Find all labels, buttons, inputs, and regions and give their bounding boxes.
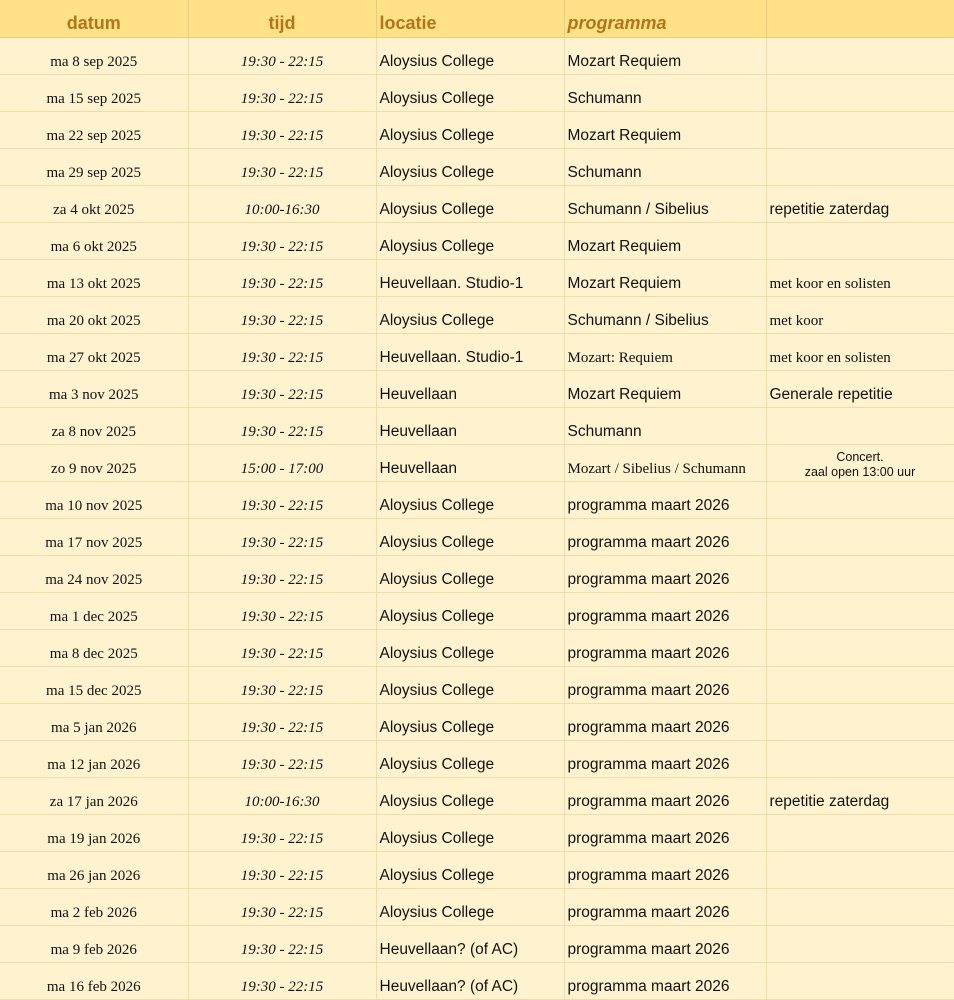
cell-programma[interactable]: programma maart 2026 <box>564 519 766 556</box>
cell-opmerking[interactable] <box>766 556 954 593</box>
cell-locatie[interactable]: Heuvellaan <box>376 445 564 482</box>
table-row <box>0 778 954 815</box>
cell-tijd[interactable]: 19:30 - 22:15 <box>188 334 376 371</box>
cell-programma[interactable]: Schumann <box>564 149 766 186</box>
cell-tijd[interactable]: 19:30 - 22:15 <box>188 371 376 408</box>
cell-datum[interactable]: ma 22 sep 2025 <box>0 112 188 149</box>
cell-datum[interactable]: ma 12 jan 2026 <box>0 741 188 778</box>
cell-opmerking[interactable] <box>766 223 954 260</box>
table-row <box>0 260 954 297</box>
cell-tijd[interactable]: 19:30 - 22:15 <box>188 556 376 593</box>
cell-opmerking[interactable] <box>766 704 954 741</box>
cell-programma[interactable]: programma maart 2026 <box>564 667 766 704</box>
cell-programma[interactable]: Mozart Requiem <box>564 38 766 75</box>
table-row <box>0 889 954 926</box>
cell-programma[interactable]: programma maart 2026 <box>564 556 766 593</box>
cell-datum[interactable]: ma 9 feb 2026 <box>0 926 188 963</box>
cell-locatie[interactable]: Aloysius College <box>376 112 564 149</box>
concert-note-line2: zaal open 13:00 uur <box>804 465 916 479</box>
table-row <box>0 519 954 556</box>
cell-locatie[interactable]: Heuvellaan? (of AC) <box>376 963 564 1000</box>
cell-datum[interactable]: za 8 nov 2025 <box>0 408 188 445</box>
cell-locatie[interactable]: Aloysius College <box>376 630 564 667</box>
cell-tijd[interactable]: 19:30 - 22:15 <box>188 926 376 963</box>
cell-opmerking[interactable]: repetitie zaterdag <box>766 778 954 815</box>
cell-programma[interactable]: programma maart 2026 <box>564 482 766 519</box>
cell-datum[interactable]: ma 10 nov 2025 <box>0 482 188 519</box>
cell-locatie[interactable]: Aloysius College <box>376 593 564 630</box>
cell-tijd[interactable]: 19:30 - 22:15 <box>188 667 376 704</box>
cell-locatie[interactable]: Aloysius College <box>376 741 564 778</box>
cell-datum[interactable]: ma 17 nov 2025 <box>0 519 188 556</box>
cell-programma[interactable]: programma maart 2026 <box>564 815 766 852</box>
cell-tijd[interactable]: 19:30 - 22:15 <box>188 852 376 889</box>
cell-tijd[interactable]: 19:30 - 22:15 <box>188 149 376 186</box>
cell-locatie[interactable]: Aloysius College <box>376 149 564 186</box>
cell-tijd[interactable]: 19:30 - 22:15 <box>188 963 376 1000</box>
cell-programma[interactable]: Mozart Requiem <box>564 260 766 297</box>
table-row <box>0 223 954 260</box>
cell-programma[interactable]: programma maart 2026 <box>564 778 766 815</box>
header-extra[interactable] <box>766 0 954 38</box>
cell-opmerking[interactable]: Generale repetitie <box>766 371 954 408</box>
cell-tijd[interactable]: 19:30 - 22:15 <box>188 889 376 926</box>
header-tijd[interactable]: tijd <box>188 0 376 38</box>
cell-opmerking[interactable] <box>766 926 954 963</box>
cell-opmerking[interactable] <box>766 963 954 1000</box>
cell-opmerking[interactable] <box>766 112 954 149</box>
cell-tijd[interactable]: 19:30 - 22:15 <box>188 482 376 519</box>
table-row <box>0 149 954 186</box>
cell-programma[interactable]: programma maart 2026 <box>564 889 766 926</box>
cell-opmerking[interactable] <box>766 75 954 112</box>
cell-opmerking[interactable] <box>766 630 954 667</box>
cell-locatie[interactable]: Aloysius College <box>376 297 564 334</box>
cell-opmerking[interactable] <box>766 593 954 630</box>
table-row <box>0 112 954 149</box>
cell-tijd[interactable]: 19:30 - 22:15 <box>188 75 376 112</box>
cell-opmerking[interactable] <box>766 408 954 445</box>
cell-datum[interactable]: ma 16 feb 2026 <box>0 963 188 1000</box>
table-row <box>0 667 954 704</box>
cell-datum[interactable]: ma 5 jan 2026 <box>0 704 188 741</box>
cell-programma[interactable]: programma maart 2026 <box>564 852 766 889</box>
cell-datum[interactable]: ma 6 okt 2025 <box>0 223 188 260</box>
cell-opmerking[interactable] <box>766 38 954 75</box>
header-programma[interactable]: programma <box>564 0 766 38</box>
cell-opmerking[interactable]: met koor en solisten <box>766 260 954 297</box>
cell-tijd[interactable]: 19:30 - 22:15 <box>188 593 376 630</box>
table-row <box>0 704 954 741</box>
cell-datum[interactable]: ma 8 sep 2025 <box>0 38 188 75</box>
table-header <box>0 0 954 38</box>
cell-datum[interactable]: zo 9 nov 2025 <box>0 445 188 482</box>
table-row <box>0 593 954 630</box>
cell-tijd[interactable]: 19:30 - 22:15 <box>188 741 376 778</box>
table-row <box>0 815 954 852</box>
table-row <box>0 482 954 519</box>
table-row <box>0 75 954 112</box>
cell-locatie[interactable]: Aloysius College <box>376 75 564 112</box>
table-row <box>0 186 954 223</box>
cell-datum[interactable]: ma 27 okt 2025 <box>0 334 188 371</box>
cell-programma[interactable]: Mozart Requiem <box>564 112 766 149</box>
cell-opmerking[interactable] <box>766 815 954 852</box>
cell-programma[interactable]: Schumann / Sibelius <box>564 186 766 223</box>
cell-programma[interactable]: Mozart / Sibelius / Schumann <box>564 445 766 482</box>
cell-opmerking[interactable] <box>766 852 954 889</box>
cell-locatie[interactable]: Aloysius College <box>376 482 564 519</box>
cell-locatie[interactable]: Heuvellaan? (of AC) <box>376 926 564 963</box>
cell-opmerking[interactable] <box>766 889 954 926</box>
concert-note-line1: Concert. <box>836 450 884 464</box>
cell-programma[interactable]: Mozart: Requiem <box>564 334 766 371</box>
cell-locatie[interactable]: Heuvellaan <box>376 408 564 445</box>
cell-datum[interactable]: ma 20 okt 2025 <box>0 297 188 334</box>
table-row <box>0 556 954 593</box>
cell-programma[interactable]: programma maart 2026 <box>564 704 766 741</box>
table-row <box>0 445 954 482</box>
cell-opmerking[interactable] <box>766 667 954 704</box>
cell-datum[interactable]: ma 8 dec 2025 <box>0 630 188 667</box>
table-row <box>0 741 954 778</box>
cell-locatie[interactable]: Heuvellaan. Studio-1 <box>376 334 564 371</box>
cell-datum[interactable]: ma 2 feb 2026 <box>0 889 188 926</box>
cell-datum[interactable]: ma 15 dec 2025 <box>0 667 188 704</box>
table-row <box>0 297 954 334</box>
table-body <box>0 38 954 1000</box>
cell-locatie[interactable]: Heuvellaan <box>376 371 564 408</box>
table-row <box>0 630 954 667</box>
table-row <box>0 38 954 75</box>
cell-tijd[interactable]: 19:30 - 22:15 <box>188 112 376 149</box>
cell-locatie[interactable]: Aloysius College <box>376 556 564 593</box>
header-row <box>0 0 954 38</box>
cell-programma[interactable]: Mozart Requiem <box>564 223 766 260</box>
cell-tijd[interactable]: 10:00-16:30 <box>188 186 376 223</box>
table-row <box>0 334 954 371</box>
table-row <box>0 371 954 408</box>
cell-tijd[interactable]: 19:30 - 22:15 <box>188 630 376 667</box>
cell-locatie[interactable]: Aloysius College <box>376 778 564 815</box>
cell-programma[interactable]: programma maart 2026 <box>564 926 766 963</box>
cell-programma[interactable]: programma maart 2026 <box>564 593 766 630</box>
cell-opmerking[interactable] <box>766 445 954 482</box>
cell-programma[interactable]: Schumann / Sibelius <box>564 297 766 334</box>
cell-datum[interactable]: ma 24 nov 2025 <box>0 556 188 593</box>
cell-datum[interactable]: ma 3 nov 2025 <box>0 371 188 408</box>
table-row <box>0 926 954 963</box>
header-locatie[interactable]: locatie <box>376 0 564 38</box>
cell-opmerking[interactable] <box>766 482 954 519</box>
cell-datum[interactable]: ma 13 okt 2025 <box>0 260 188 297</box>
cell-tijd[interactable]: 19:30 - 22:15 <box>188 519 376 556</box>
cell-tijd[interactable]: 19:30 - 22:15 <box>188 815 376 852</box>
cell-tijd[interactable]: 15:00 - 17:00 <box>188 445 376 482</box>
cell-programma[interactable]: programma maart 2026 <box>564 963 766 1000</box>
cell-datum[interactable]: za 4 okt 2025 <box>0 186 188 223</box>
cell-locatie[interactable]: Aloysius College <box>376 519 564 556</box>
cell-opmerking[interactable] <box>766 741 954 778</box>
cell-locatie[interactable]: Aloysius College <box>376 223 564 260</box>
cell-datum[interactable]: ma 26 jan 2026 <box>0 852 188 889</box>
cell-tijd[interactable]: 19:30 - 22:15 <box>188 38 376 75</box>
table-row <box>0 408 954 445</box>
cell-locatie[interactable]: Aloysius College <box>376 852 564 889</box>
cell-datum[interactable]: za 17 jan 2026 <box>0 778 188 815</box>
cell-opmerking[interactable] <box>766 149 954 186</box>
table-row <box>0 852 954 889</box>
cell-tijd[interactable]: 19:30 - 22:15 <box>188 297 376 334</box>
cell-opmerking[interactable]: repetitie zaterdag <box>766 186 954 223</box>
cell-datum[interactable]: ma 29 sep 2025 <box>0 149 188 186</box>
cell-datum[interactable]: ma 1 dec 2025 <box>0 593 188 630</box>
cell-tijd[interactable]: 10:00-16:30 <box>188 778 376 815</box>
cell-locatie[interactable]: Aloysius College <box>376 38 564 75</box>
cell-locatie[interactable]: Aloysius College <box>376 889 564 926</box>
cell-programma[interactable]: Schumann <box>564 408 766 445</box>
cell-tijd[interactable]: 19:30 - 22:15 <box>188 260 376 297</box>
cell-datum[interactable]: ma 19 jan 2026 <box>0 815 188 852</box>
cell-opmerking[interactable]: met koor en solisten <box>766 334 954 371</box>
cell-datum[interactable]: ma 15 sep 2025 <box>0 75 188 112</box>
cell-programma[interactable]: Schumann <box>564 75 766 112</box>
cell-locatie[interactable]: Aloysius College <box>376 186 564 223</box>
cell-tijd[interactable]: 19:30 - 22:15 <box>188 223 376 260</box>
cell-tijd[interactable]: 19:30 - 22:15 <box>188 408 376 445</box>
cell-locatie[interactable]: Heuvellaan. Studio-1 <box>376 260 564 297</box>
cell-opmerking[interactable]: met koor <box>766 297 954 334</box>
table-row <box>0 963 954 1000</box>
cell-programma[interactable]: Mozart Requiem <box>564 371 766 408</box>
cell-locatie[interactable]: Aloysius College <box>376 704 564 741</box>
cell-locatie[interactable]: Aloysius College <box>376 815 564 852</box>
cell-locatie[interactable]: Aloysius College <box>376 667 564 704</box>
cell-opmerking[interactable] <box>766 519 954 556</box>
cell-tijd[interactable]: 19:30 - 22:15 <box>188 704 376 741</box>
header-datum[interactable]: datum <box>0 0 188 38</box>
cell-programma[interactable]: programma maart 2026 <box>564 630 766 667</box>
cell-programma[interactable]: programma maart 2026 <box>564 741 766 778</box>
